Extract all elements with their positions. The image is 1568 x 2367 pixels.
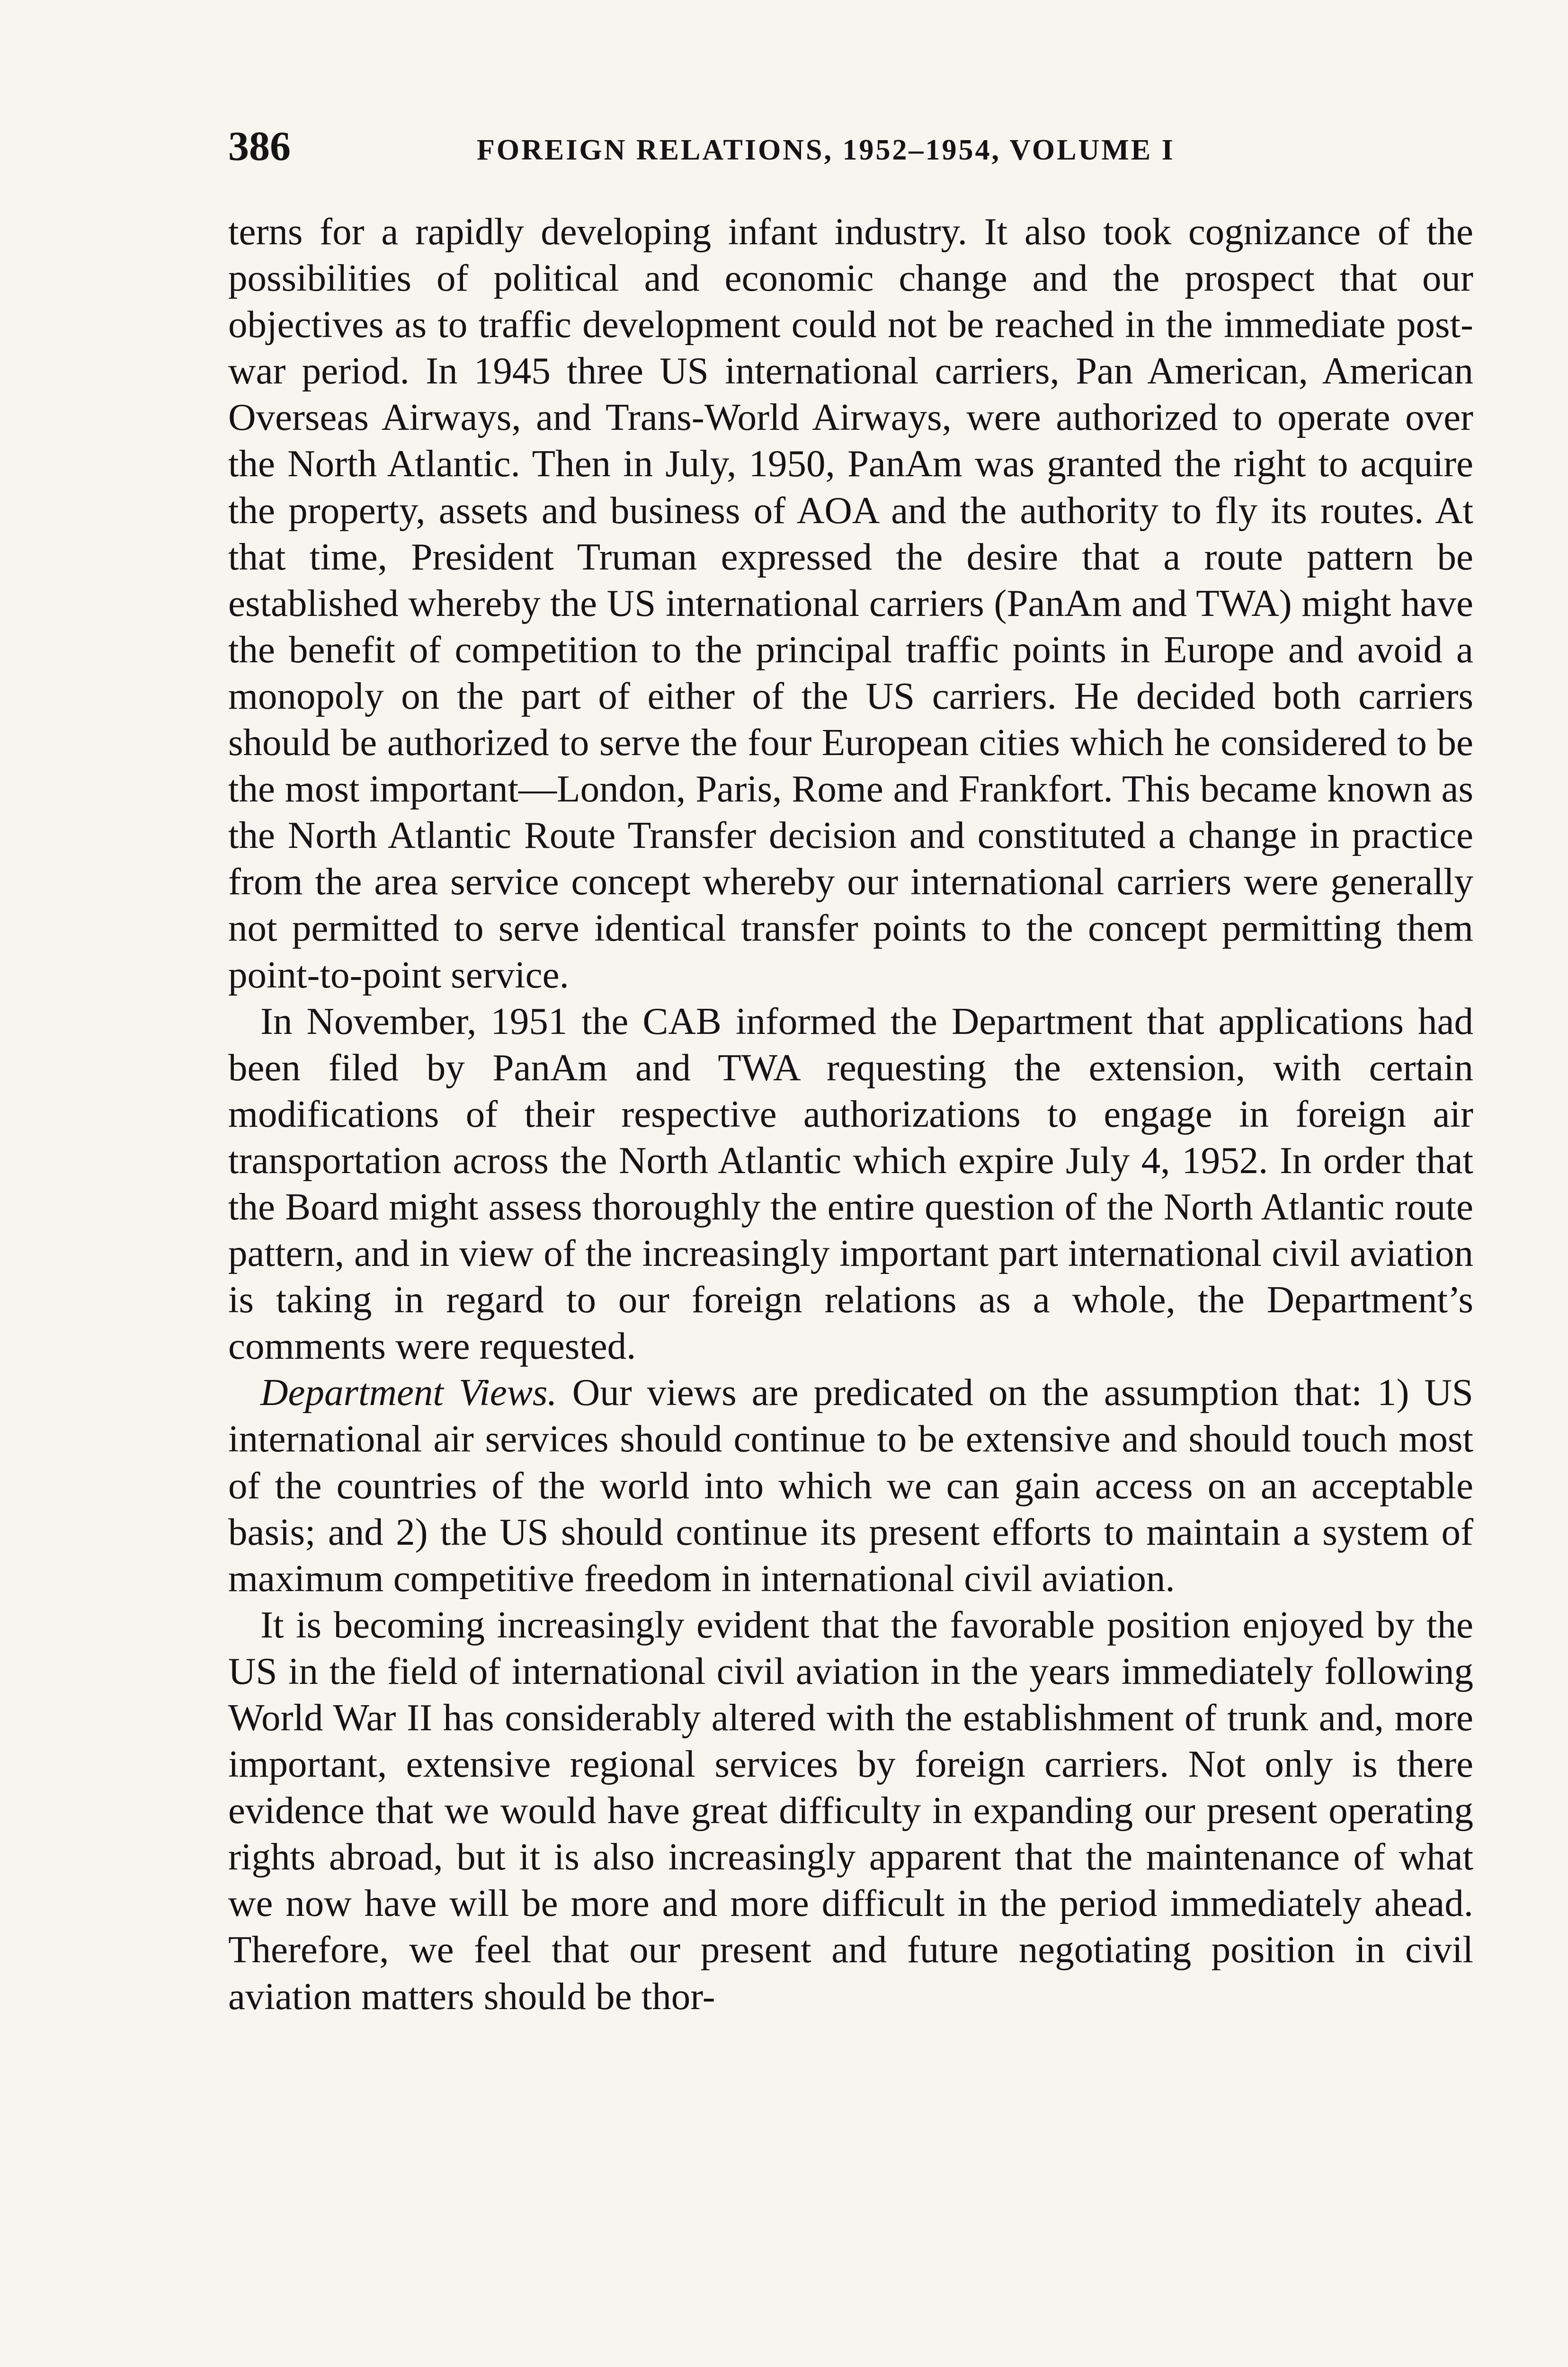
- body-text: [228, 208, 1473, 2020]
- paragraph-negotiating-position: It is becoming increasingly evident that the favorable position enjoyed by the US in the field of international civil aviation in the years immediately following World War II has considerably altered with the establishment of trunk and, more important, extensive regional services by foreign carriers. Not only is there evidence that we would have great difficulty in expanding our present operating rights abroad, but it is also increasingly apparent that the maintenance of what we now have will be more and more difficult in the period immediately ahead. Therefore, we feel that our present and future negotiating position in civil aviation matters should be thor-: [228, 1603, 1473, 2018]
- running-head: [228, 121, 1473, 173]
- paragraph-department-views-text: Our views are predicated on the assumption that: 1) US international air services should continue to be extensive and should touch most of the countries of the world into which we can gain access on an acceptable basis; and 2) the US should continue its present efforts to maintain a system of maximum competitive freedom in international civil aviation.: [228, 1371, 1473, 1600]
- page-number: 386: [228, 124, 291, 169]
- paragraph-continued: terns for a rapidly developing infant industry. It also took cognizance of the possibilities of political and economic change and the prospect that our objectives as to traffic development could not be reached in the immediate post-war period. In 1945 three US international carriers, Pan American, American Overseas Airways, and Trans-World Airways, were authorized to operate over the North Atlantic. Then in July, 1950, PanAm was granted the right to acquire the property, assets and business of AOA and the authority to fly its routes. At that time, President Truman expressed the desire that a route pattern be established whereby the US international carriers (PanAm and TWA) might have the benefit of competition to the principal traffic points in Europe and avoid a monopoly on the part of either of the US carriers. He decided both carriers should be authorized to serve the four European cities which he considered to be the most important—London, Paris, Rome and Frankfort. This became known as the North Atlantic Route Transfer decision and constituted a change in practice from the area service concept whereby our international carriers were generally not permitted to serve identical transfer points to the concept permitting them point-to-point service.: [228, 210, 1473, 996]
- paragraph-department-views: [228, 1369, 1473, 1601]
- series-title: FOREIGN RELATIONS, 1952–1954, VOLUME I: [477, 134, 1175, 166]
- paragraph-cab-applications: In November, 1951 the CAB informed the Department that applications had been filed by PanAm and TWA requesting the extension, with certain modifications of their respective authorizations to engage in foreign air transportation across the North Atlantic which expire July 4, 1952. In order that the Board might assess thoroughly the entire question of the North Atlantic route pattern, and in view of the increasingly important part international civil aviation is taking in regard to our foreign relations as a whole, the Department’s comments were requested.: [228, 999, 1473, 1368]
- run-in-heading: Department Views.: [260, 1371, 557, 1414]
